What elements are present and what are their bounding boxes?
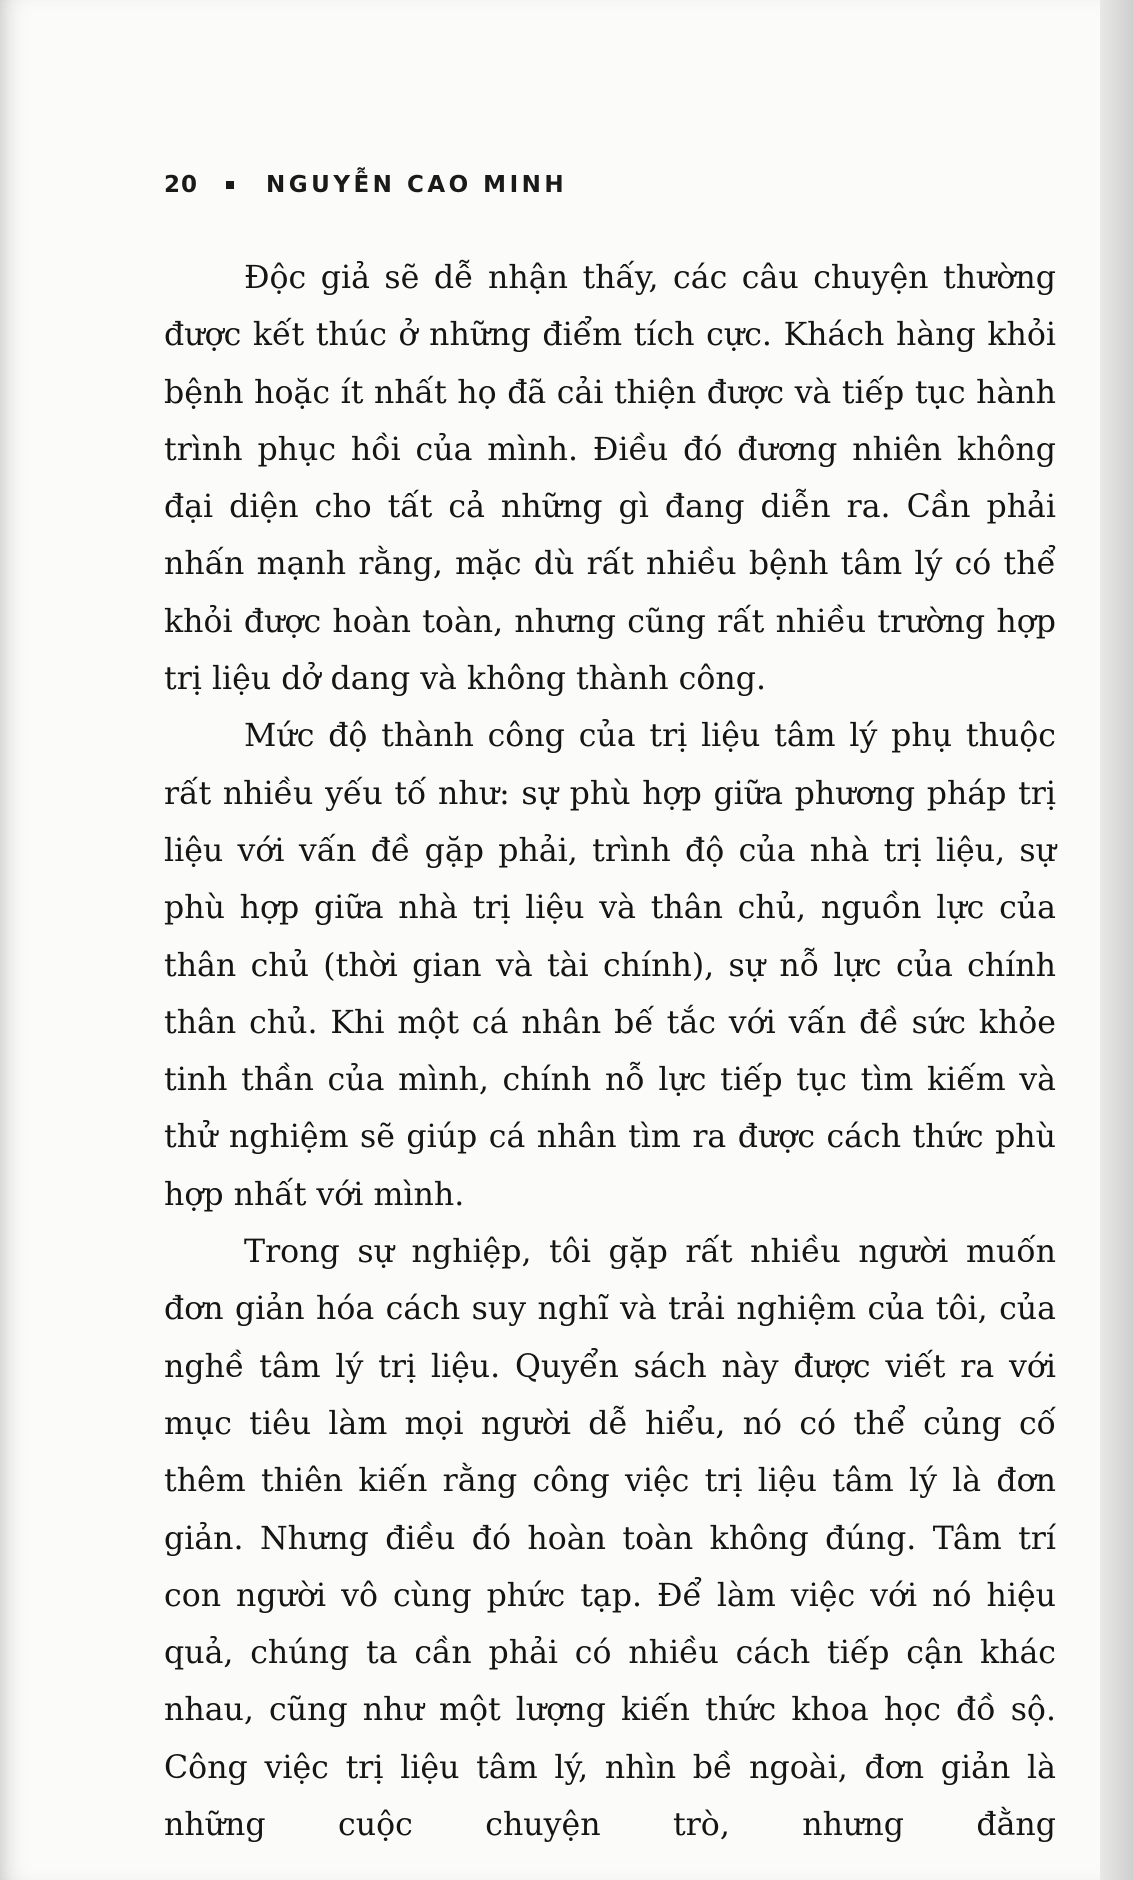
running-header bbox=[164, 172, 567, 198]
paragraph-3: Trong sự nghiệp, tôi gặp rất nhiều người muốn đơn giản hóa cách suy nghĩ và trải nghiệm của tôi, của nghề tâm lý trị liệu. Quyển sách này được viết ra với mục tiêu làm mọi người dễ hiểu, nó có thể củng cố thêm thiên kiến rằng công việc trị liệu tâm lý là đơn giản. Nhưng điều đó hoàn toàn không đúng. Tâm trí con người vô cùng phức tạp. Để làm việc với nó hiệu quả, chúng ta cần phải có nhiều cách tiếp cận khác nhau, cũng như một lượng kiến thức khoa học đồ sộ. Công việc trị liệu tâm lý, nhìn bề ngoài, đơn giản là những cuộc chuyện trò, nhưng đằng bbox=[164, 1234, 1056, 1844]
paragraph-1: Độc giả sẽ dễ nhận thấy, các câu chuyện thường được kết thúc ở những điểm tích cực. Khách hàng khỏi bệnh hoặc ít nhất họ đã cải thiện được và tiếp tục hành trình phục hồi của mình. Điều đó đương nhiên không đại diện cho tất cả những gì đang diễn ra. Cần phải nhấn mạnh rằng, mặc dù rất nhiều bệnh tâm lý có thể khỏi được hoàn toàn, nhưng cũng rất nhiều trường hợp trị liệu dở dang và không thành công. bbox=[164, 260, 1056, 698]
author-name: NGUYỄN CAO MINH bbox=[266, 172, 568, 198]
paragraph-2: Mức độ thành công của trị liệu tâm lý phụ thuộc rất nhiều yếu tố như: sự phù hợp giữa phương pháp trị liệu với vấn đề gặp phải, trình độ của nhà trị liệu, sự phù hợp giữa nhà trị liệu và thân chủ, nguồn lực của thân chủ (thời gian và tài chính), sự nỗ lực của chính thân chủ. Khi một cá nhân bế tắc với vấn đề sức khỏe tinh thần của mình, chính nỗ lực tiếp tục tìm kiếm và thử nghiệm sẽ giúp cá nhân tìm ra được cách thức phù hợp nhất với mình. bbox=[164, 718, 1056, 1213]
page-number: 20 bbox=[164, 172, 199, 198]
header-bullet-separator bbox=[226, 181, 234, 189]
body-text bbox=[164, 250, 1056, 1854]
page-edge bbox=[1100, 0, 1133, 1880]
